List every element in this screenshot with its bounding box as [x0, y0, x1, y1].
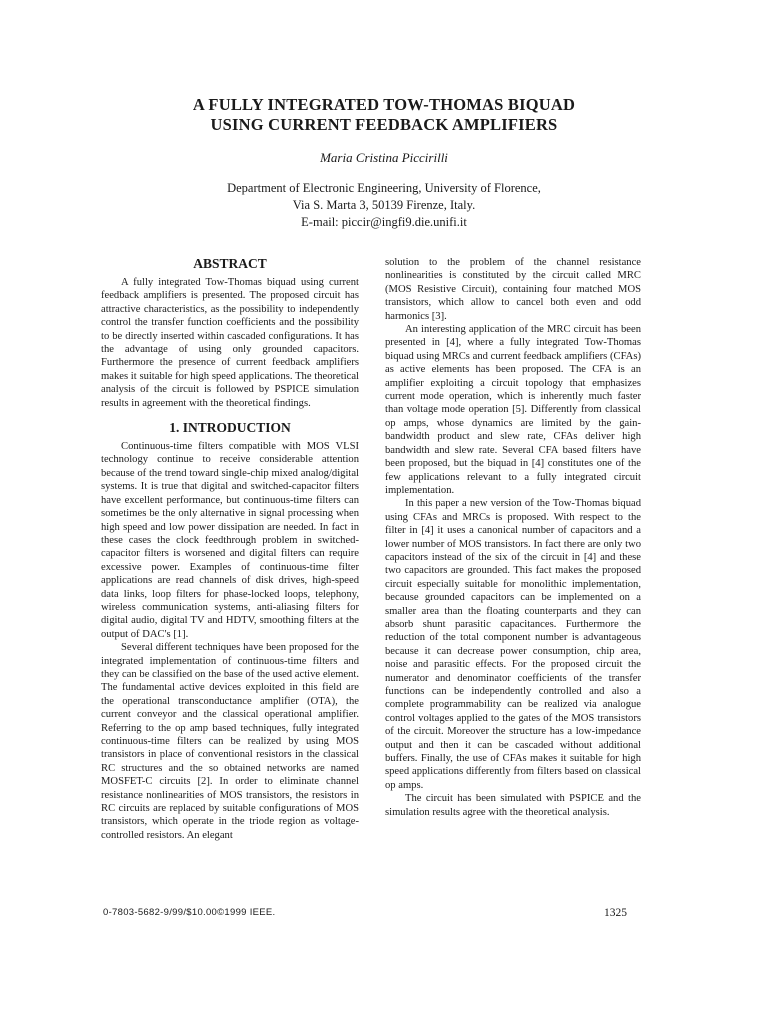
- abstract-heading: ABSTRACT: [193, 256, 267, 271]
- affiliation-line-2: Via S. Marta 3, 50139 Firenze, Italy.: [292, 198, 476, 212]
- right-column: [385, 256, 641, 819]
- page-number: 1325: [604, 907, 627, 919]
- affiliation-line-1: Department of Electronic Engineering, University of Florence,: [227, 181, 541, 195]
- left-column: [101, 256, 359, 842]
- title-line-1: A FULLY INTEGRATED TOW-THOMAS BIQUAD: [192, 95, 576, 114]
- intro-paragraph-2: Several different techniques have been proposed for the integrated implementation of continuous-time filters and they can be classified on the base of the used active element. The fundamental active devices exploited in this field are the operational transconductance amplifier (OTA), the current conveyor and the classical operational amplifier. Referring to the op amp based techniques, fully integrated continuous-time filters can be realized by using MOS transistors in place of conventional resistors in the classical RC structures and the so obtained networks are named MOSFET-C circuits [2]. In order to eliminate channel resistance nonlinearities of MOS transistors, the resistors in RC circuits are replaced by suitable configurations of MOS transistors, which operate in the triode region as voltage-controlled resistors. An elegant: [101, 642, 359, 841]
- intro-paragraph-1: Continuous-time filters compatible with MOS VLSI technology continue to receive considerable attention because of the trend toward single-chip mixed analog/digital systems. It is true that digital and switched-capacitor filters have excellent performance, but continuous-time filters can sometimes be the only alternative in signal processing when high speed and low power dissipation are needed. In fact in these cases the clock feedthrough problem in switched-capacitor filters is worsened and digital filters can require excessive power. Examples of continuous-time filter applications are read channels of disk drives, high-speed data links, loop filters for phase-locked loops, telephony, wireless communication systems, anti-aliasing filters for digital audio, digital TV and HDTV, smoothing filters at the output of DAC's [1].: [101, 441, 359, 640]
- affiliation-email: E-mail: piccir@ingfi9.die.unifi.it: [301, 215, 467, 229]
- intro-paragraph-2-continued: solution to the problem of the channel resistance nonlinearities is constituted by the circuit called MRC (MOS Resistive Circuit), containing four matched MOS transistors, which allow to cancel both even and odd harmonics [3].: [385, 257, 641, 322]
- paper-title: [0, 95, 768, 135]
- author-name: Maria Cristina Piccirilli: [320, 150, 448, 165]
- intro-paragraph-5: The circuit has been simulated with PSPICE and the simulation results agree with the theoretical analysis.: [385, 793, 641, 818]
- intro-paragraph-3: An interesting application of the MRC circuit has been presented in [4], where a fully integrated Tow-Thomas biquad using MRCs and current feedback amplifiers (CFAs) as active elements has been proposed. The CFA is an amplifier exploiting a circuit topology that emphasizes current mode operation, which is inherently much faster than voltage mode operation [5]. Differently from classical op amps, whose dynamics are limited by the gain-bandwidth product and slew rate, CFAs deliver high bandwidth and slew rate. Several CFA based filters have been proposed, but the biquad in [4] constitutes one of the few applications relevant to a fully integrated circuit implementation.: [385, 324, 641, 496]
- abstract-text: A fully integrated Tow-Thomas biquad using current feedback amplifiers is presented. The proposed circuit has attractive characteristics, as the possibility to independently control the transfer function coefficients and the possibility to be directly inserted within cascaded configurations. It has the advantage of using only grounded capacitors. Furthermore the presence of current feedback amplifiers makes it suitable for high speed applications. The theoretical analysis of the circuit is followed by PSPICE simulation results in agreement with the theoretical findings.: [101, 277, 359, 409]
- title-line-2: USING CURRENT FEEDBACK AMPLIFIERS: [210, 115, 558, 134]
- affiliation: [0, 180, 768, 231]
- copyright-code: 0-7803-5682-9/99/$10.00©1999 IEEE.: [103, 907, 276, 918]
- intro-paragraph-4: In this paper a new version of the Tow-Thomas biquad using CFAs and MRCs is proposed. With respect to the filter in [4] it uses a canonical number of capacitors and a lower number of MOS transistors. In fact there are only two capacitors instead of the six of the circuit in [4] and these two capacitors are grounded. This fact makes the proposed circuit especially suitable for monolithic implementation, because grounded capacitors can be implemented on a smaller area than the floating counterparts and they can absorb shunt parasitic capacitances. Furthermore the reduction of the total component number is advantageous because it can decrease power consumption, chip area, noise and parasitic effects. For the proposed circuit the numerator and denominator coefficients of the transfer functions can be independently controlled and also a complete programmability can be realized via analogue control voltages applied to the gates of the MOS transistors of the circuit. Moreover the structure has a low-impedance output and then it can be cascaded without additional buffers. Finally, the use of CFAs makes it suitable for high speed applications differently from filters based on classical op amps.: [385, 498, 641, 791]
- introduction-heading: 1. INTRODUCTION: [169, 420, 291, 436]
